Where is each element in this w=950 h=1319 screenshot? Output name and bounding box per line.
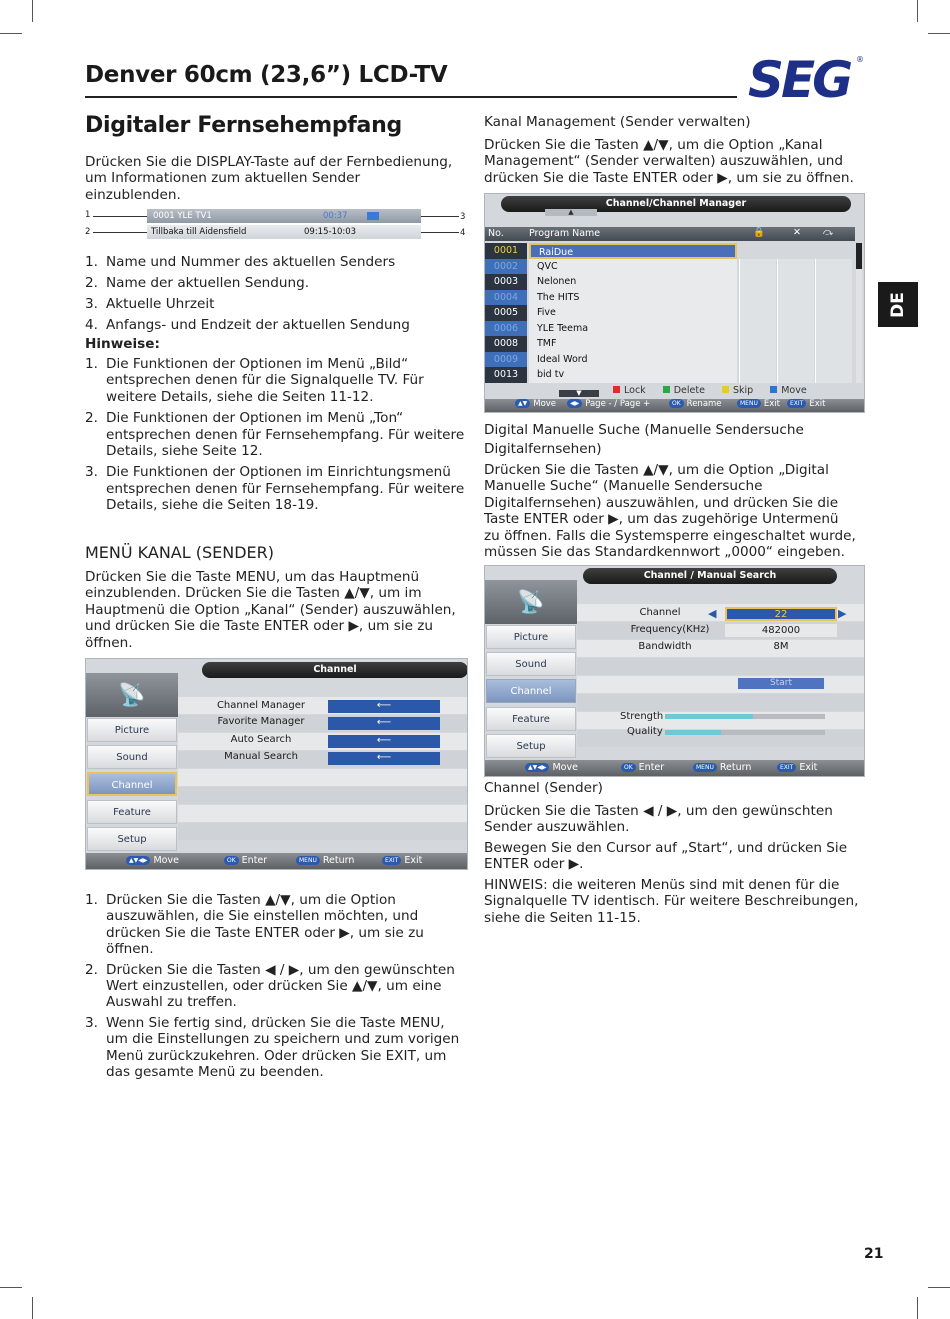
flag-cell[interactable] — [815, 352, 852, 368]
table-row[interactable] — [485, 352, 855, 368]
program-name: Five — [529, 305, 737, 321]
program-name: Ideal Word — [529, 352, 737, 368]
side-channel[interactable]: Channel — [486, 679, 576, 703]
flag-cell[interactable] — [739, 290, 776, 306]
banner-program: Tillbaka till Aidensfield — [151, 227, 247, 237]
channel-number: 0002 — [485, 259, 527, 275]
logo-text: SEG — [748, 52, 851, 104]
intro-text: Drücken Sie die DISPLAY-Taste auf der Fernbedienung, um Informationen zum aktuellen Sender einzublenden. — [85, 154, 453, 203]
flag-cell[interactable] — [739, 352, 776, 368]
menu-intro: Drücken Sie die Taste MENU, um das Hauptmenü einzublenden. Drücken Sie die Tasten ▲/▼, um im Hauptmenü die Option „Kanal“ (Sender) auszuwählen, und drücken Sie die Taste ENTER oder ▶, um sie zu öffnen. — [85, 569, 456, 651]
start-button[interactable]: Start — [737, 677, 825, 690]
program-name: RaiDue — [529, 243, 737, 259]
menu-channel-heading: MENÜ KANAL (SENDER) — [85, 543, 275, 562]
ch-text-1: Drücken Sie die Tasten ◀ / ▶, um den gewünschten Sender auszuwählen. — [484, 803, 833, 836]
flag-cell[interactable] — [739, 274, 776, 290]
flag-cell[interactable] — [777, 274, 814, 290]
table-row[interactable] — [485, 290, 855, 306]
table-row[interactable] — [485, 336, 855, 352]
channel-value[interactable]: 22 — [725, 607, 837, 621]
col-program-name: Program Name — [529, 228, 601, 239]
page-number: 21 — [864, 1246, 884, 1262]
flag-cell[interactable] — [739, 367, 776, 383]
menu-footer: ▲▼◀▶ Move OK Enter MENU Return EXIT Exit — [86, 853, 467, 869]
frequency-label: Frequency(KHz) — [630, 624, 710, 635]
col-no: No. — [488, 228, 504, 239]
info-banner: 1 2 3 4 0001 YLE TV1 00:37 Tillbaka till Aidensfield 09:15-10:03 — [85, 210, 466, 238]
item-favorite-manager[interactable]: Favorite Manager — [217, 716, 305, 727]
dm-heading: Digital Manuelle Suche (Manuelle Sendersuche Digitalfernsehen) — [484, 422, 804, 457]
flag-cell[interactable] — [815, 274, 852, 290]
channel-number: 0001 — [485, 243, 527, 259]
banner-clock: 00:37 — [323, 211, 348, 221]
bandwidth-value: 8M — [773, 641, 789, 652]
flag-cell[interactable] — [777, 290, 814, 306]
item-manual-search[interactable]: Manual Search — [224, 751, 298, 762]
flag-cell[interactable] — [777, 321, 814, 337]
program-name: The HITS — [529, 290, 737, 306]
side-feature[interactable]: Feature — [486, 707, 576, 731]
channel-number: 0005 — [485, 305, 527, 321]
side-setup[interactable]: Setup — [486, 734, 576, 758]
bandwidth-label: Bandwidth — [638, 641, 692, 652]
document-title: Denver 60cm (23,6”) LCD-TV — [85, 62, 448, 88]
quality-label: Quality — [627, 726, 663, 737]
program-name: YLE Teema — [529, 321, 737, 337]
banner-legend: 1. Name und Nummer des aktuellen Senders 2. Name der aktuellen Sendung. 3. Aktuelle Uhrzeit 4. Anfangs- und Endzeit der aktuellen Sendung — [85, 254, 410, 333]
program-name: bid tv — [529, 367, 737, 383]
ch-heading: Channel (Sender) — [484, 780, 603, 796]
enter-arrow-icon[interactable]: ⟵ — [328, 735, 440, 748]
side-feature[interactable]: Feature — [87, 800, 177, 824]
quality-bar — [665, 730, 825, 735]
flag-cell[interactable] — [815, 367, 852, 383]
table-row[interactable] — [485, 321, 855, 337]
channel-manager-screen: Channel/Channel Manager ▲ No. Program Name 🔒 ✕ ⤼ 0001 RaiDue 0002 QVC 0003 Nelonen 0004 The HITS 0005 Five 0006 YLE Teema 0008 TMF 0009 Ideal Word 0013 bid tv ▼ Lock Delete Skip Move ▲▼ Move ◀▶ Page - / Page + OK Rename MENU Exit EXIT Exit — [484, 193, 865, 413]
flag-cell[interactable] — [777, 336, 814, 352]
side-sound[interactable]: Sound — [87, 745, 177, 769]
flag-cell[interactable] — [815, 336, 852, 352]
ch-text-2: Bewegen Sie den Cursor auf „Start“, und drücken Sie ENTER oder ▶. — [484, 840, 848, 873]
section-heading-digital: Digitaler Fernsehempfang — [85, 113, 402, 138]
flag-cell[interactable] — [777, 259, 814, 275]
lock-icon: 🔒 — [753, 227, 765, 238]
km-text: Drücken Sie die Tasten ▲/▼, um die Option „Kanal Management“ (Sender verwalten) auszuwählen, und drücken Sie die Taste ENTER oder ▶, um sie zu öffnen. — [484, 137, 854, 186]
channel-number: 0006 — [485, 321, 527, 337]
menu-title: Channel — [202, 662, 468, 678]
flag-cell[interactable] — [777, 367, 814, 383]
arrow-right-icon[interactable]: ▶ — [838, 607, 847, 620]
side-sound[interactable]: Sound — [486, 652, 576, 676]
strength-label: Strength — [620, 711, 664, 722]
flag-cell[interactable] — [739, 305, 776, 321]
notes-list: 1. Die Funktionen der Optionen im Menü „Bild“ entsprechen denen für die Signalquelle TV. Für weitere Details, siehe die Seiten 11-12. 2. Die Funktionen der Optionen im Menü „Ton“ entsprechen denen für Fernsehempfang. Für weitere Details, siehe Seite 12. 3. Die Funktionen der Optionen im Einrichtungsmenü entsprechen denen für Fernsehempfang. Für weitere Details, siehe die Seiten 18-19. — [85, 356, 465, 514]
flag-cell[interactable] — [815, 305, 852, 321]
delete-icon: ✕ — [793, 227, 801, 238]
enter-arrow-icon[interactable]: ⟵ — [328, 700, 440, 713]
item-channel-manager[interactable]: Channel Manager — [216, 700, 306, 711]
flag-cell[interactable] — [815, 259, 852, 275]
banner-channel: 0001 YLE TV1 — [153, 211, 212, 221]
frequency-value: 482000 — [725, 624, 837, 637]
item-auto-search[interactable]: Auto Search — [230, 734, 292, 745]
channel-menu-screen — [85, 658, 468, 870]
flag-cell[interactable] — [777, 352, 814, 368]
language-tab: DE — [878, 282, 918, 327]
channel-label: Channel — [639, 607, 681, 618]
flag-cell[interactable] — [739, 259, 776, 275]
flag-cell[interactable] — [739, 321, 776, 337]
program-name: TMF — [529, 336, 737, 352]
program-name: QVC — [529, 259, 737, 275]
strength-bar — [665, 714, 825, 719]
banner-time-range: 09:15-10:03 — [304, 227, 357, 237]
header-rule — [85, 96, 737, 98]
channel-number: 0004 — [485, 290, 527, 306]
manual-footer: ▲▼◀▶ Move OK Enter MENU Return EXIT Exit — [485, 760, 864, 776]
manual-title: Channel / Manual Search — [583, 568, 837, 584]
arrow-left-icon[interactable]: ◀ — [708, 607, 717, 620]
skip-icon: ⤼ — [823, 227, 834, 238]
flag-cell[interactable] — [815, 290, 852, 306]
dm-text: Drücken Sie die Tasten ▲/▼, um die Option „Digital Manuelle Suche“ (Manuelle Sendersuche Digitalfernsehen) auszuwählen, und drücken Sie die Taste ENTER oder ▶, um das zugehörige Untermenü zu öffnen. Falls die Systemsperre eingeschaltet wurde, müssen Sie das Standardkennwort „0000“ eingeben. — [484, 462, 856, 561]
satellite-icon: 📡 — [118, 683, 146, 708]
channel-number: 0009 — [485, 352, 527, 368]
km-heading: Kanal Management (Sender verwalten) — [484, 114, 751, 130]
seg-logo — [746, 52, 866, 104]
table-row[interactable] — [485, 243, 855, 259]
enter-arrow-icon[interactable]: ⟵ — [328, 717, 440, 730]
satellite-icon: 📡 — [517, 590, 545, 615]
table-row[interactable] — [485, 305, 855, 321]
color-legend: Lock Delete Skip Move — [613, 385, 807, 396]
steps-list: 1. Drücken Sie die Tasten ▲/▼, um die Option auszuwählen, die Sie einstellen möchten, und drücken Sie die Taste ENTER oder ▶, um sie zu öffnen. 2. Drücken Sie die Tasten ◀ / ▶, um den gewünschten Wert einzustellen, oder drücken Sie ▲/▼, um eine Auswahl zu treffen. 3. Wenn Sie fertig sind, drücken Sie die Taste MENU, um die Einstellungen zu speichern und zum vorigen Menü zurückzukehren. Oder drücken Sie EXIT, um das gesamte Menü zu beenden. — [85, 892, 460, 1081]
enter-arrow-icon[interactable]: ⟵ — [328, 752, 440, 765]
side-picture[interactable]: Picture — [87, 718, 177, 742]
svg-text:®: ® — [856, 55, 864, 64]
flag-cell[interactable] — [777, 305, 814, 321]
manager-title: Channel/Channel Manager — [501, 196, 851, 212]
notes-title: Hinweise: — [85, 336, 160, 352]
program-name: Nelonen — [529, 274, 737, 290]
channel-number: 0008 — [485, 336, 527, 352]
manual-search-screen — [484, 565, 865, 777]
flag-cell[interactable] — [739, 336, 776, 352]
table-row[interactable] — [485, 274, 855, 290]
table-row[interactable] — [485, 367, 855, 383]
channel-number: 0013 — [485, 367, 527, 383]
manager-footer: ▲▼ Move ◀▶ Page - / Page + OK Rename MENU Exit EXIT Exit — [485, 399, 864, 412]
flag-cell[interactable] — [815, 321, 852, 337]
side-setup[interactable]: Setup — [87, 827, 177, 851]
table-row[interactable] — [485, 259, 855, 275]
ch-text-3: HINWEIS: die weiteren Menüs sind mit denen für die Signalquelle TV identisch. Für weitere Beschreibungen, siehe die Seiten 11-15. — [484, 877, 859, 926]
side-picture[interactable]: Picture — [486, 625, 576, 649]
channel-number: 0003 — [485, 274, 527, 290]
side-channel[interactable]: Channel — [87, 772, 177, 796]
